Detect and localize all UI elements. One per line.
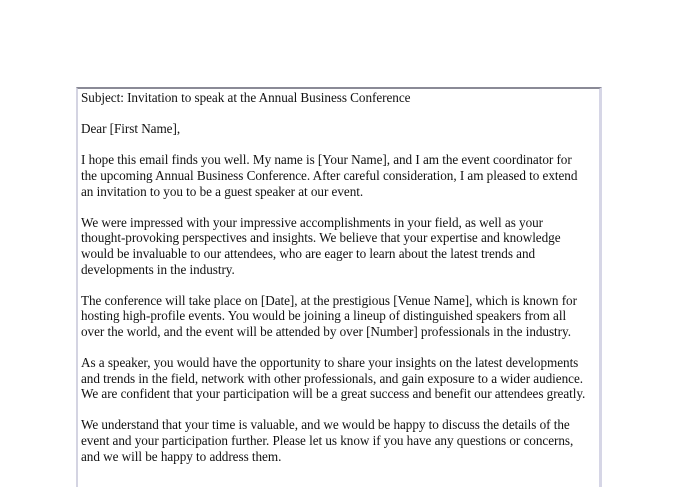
text-line: event and your participation further. Please let us know if you have any questions or concerns, [81, 433, 574, 449]
text-line: The conference will take place on [Date], at the prestigious [Venue Name], which is known for [81, 292, 577, 308]
paragraph-accomplishments [81, 215, 595, 277]
text-line: hosting high-profile events. You would be joining a lineup of distinguished speakers from all [81, 308, 567, 324]
text-line: I hope this email finds you well. My name is [Your Name], and I am the event coordinator for [81, 152, 572, 168]
text-line: developments in the industry. [81, 261, 235, 277]
paragraph-conference-details [81, 293, 595, 340]
paragraph-follow-up [81, 417, 595, 464]
text-line: We understand that your time is valuable, and we would be happy to discuss the details of the [81, 417, 570, 433]
text-line: We were impressed with your impressive accomplishments in your field, as well as your [81, 214, 544, 230]
text-line: an invitation to you to be a guest speaker at our event. [81, 183, 364, 199]
email-body [81, 90, 595, 480]
paragraph-speaker-benefits [81, 355, 595, 402]
text-line: We are confident that your participation will be a great success and benefit our attendees greatly. [81, 386, 586, 402]
text-line: would be invaluable to our attendees, who are eager to learn about the latest trends and [81, 245, 536, 261]
email-subject: Subject: Invitation to speak at the Annual Business Conference [81, 90, 411, 105]
text-line: over the world, and the event will be attended by over [Number] professionals in the industry. [81, 323, 571, 339]
text-line: As a speaker, you would have the opportunity to share your insights on the latest developments [81, 355, 579, 371]
email-document-frame [76, 87, 602, 487]
paragraph-introduction [81, 152, 595, 199]
email-greeting: Dear [First Name], [81, 121, 181, 137]
text-line: and we will be happy to address them. [81, 448, 282, 464]
text-line: thought-provoking perspectives and insights. We believe that your expertise and knowledge [81, 230, 561, 246]
text-line: and trends in the field, network with other professionals, and gain exposure to a wider audience. [81, 370, 583, 386]
text-line: the upcoming Annual Business Conference. After careful consideration, I am pleased to extend [81, 167, 578, 183]
